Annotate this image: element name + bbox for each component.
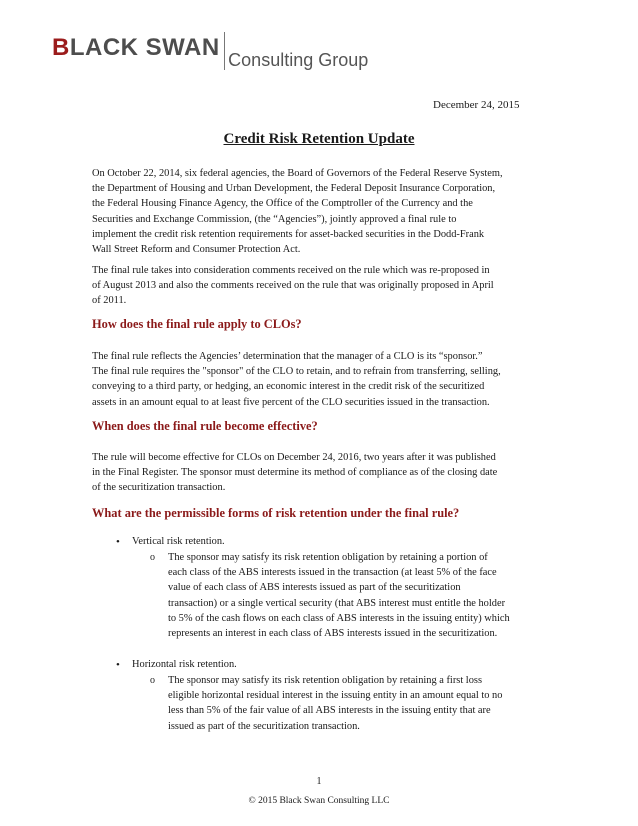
- logo-divider: [224, 32, 226, 70]
- effective-date-paragraph: [92, 450, 554, 496]
- text-line: represents an interest in each class of ABS interests issued in the securitization.: [168, 628, 498, 640]
- text-line: Securities and Exchange Commission, (the “Agencies”), jointly approved a final rule to: [92, 213, 457, 225]
- text-line: of 2011.: [92, 295, 127, 307]
- section-heading-effective-date: When does the final rule become effective?: [92, 419, 318, 433]
- text-line: the Department of Housing and Urban Development, the Federal Deposit Insurance Corporation,: [92, 183, 496, 195]
- text-line: conveying to a third party, or hedging, an economic interest in the credit risk of the securitized: [92, 381, 485, 393]
- text-line: of the securitization transaction.: [92, 482, 226, 494]
- text-line: issued as part of the securitization transaction.: [168, 720, 360, 732]
- text-line: The final rule reflects the Agencies’ determination that the manager of a CLO is its “sponsor.”: [92, 351, 483, 362]
- sub-bullet-horizontal-text: [168, 673, 528, 734]
- text-line: On October 22, 2014, six federal agencies, the Board of Governors of the Federal Reserve System,: [92, 168, 503, 179]
- text-line: each class of the ABS interests issued in the transaction (at least 5% of the face: [168, 567, 497, 579]
- text-line: eligible horizontal residual interest in the issuing entity in an amount equal to no: [168, 690, 503, 702]
- text-line: to 5% of the cash flows on each class of ABS interests in the issuing entity) which: [168, 612, 510, 624]
- sub-bullet-marker: o: [150, 552, 155, 563]
- company-logo: [52, 32, 368, 72]
- bullet-marker: •: [116, 536, 120, 548]
- bullet-label-horizontal: Horizontal risk retention.: [132, 659, 237, 670]
- text-line: the Federal Housing Finance Agency, the Office of the Comptroller of the Currency and the: [92, 198, 473, 210]
- text-line: The rule will become effective for CLOs on December 24, 2016, two years after it was published: [92, 452, 496, 463]
- sub-bullet-vertical-text: [168, 550, 528, 641]
- text-line: implement the credit risk retention requirements for asset-backed securities in the Dodd-Frank: [92, 228, 485, 240]
- text-line: in the Final Register. The sponsor must determine its method of compliance as of the closing date: [92, 467, 498, 479]
- bullet-label-vertical: Vertical risk retention.: [132, 536, 225, 547]
- text-line: less than 5% of the fair value of all ABS interests in the issuing entity that are: [168, 705, 491, 717]
- text-line: Wall Street Reform and Consumer Protection Act.: [92, 244, 301, 256]
- text-line: The sponsor may satisfy its risk retention obligation by retaining a first loss: [168, 675, 482, 686]
- text-line: of August 2013 and also the comments received on the rule that was originally proposed in April: [92, 280, 494, 292]
- text-line: The final rule requires the "sponsor" of the CLO to retain, and to refrain from transferring, selling,: [92, 366, 501, 378]
- page-number: 1: [316, 776, 322, 787]
- section-heading-permissible-forms: What are the permissible forms of risk retention under the final rule?: [92, 506, 460, 520]
- document-title: Credit Risk Retention Update: [223, 131, 415, 147]
- logo-wordmark: BLACK SWAN: [52, 34, 220, 61]
- copyright-footer: © 2015 Black Swan Consulting LLC: [248, 796, 390, 806]
- clo-application-paragraph: [92, 349, 554, 410]
- intro-paragraph: [92, 166, 554, 257]
- text-line: The final rule takes into consideration comments received on the rule which was re-proposed in: [92, 265, 490, 276]
- text-line: assets in an amount equal to at least five percent of the CLO securities issued in the transaction.: [92, 396, 490, 408]
- logo-subtitle: Consulting Group: [228, 50, 369, 70]
- text-line: value of each class of ABS interests issued as part of the securitization: [168, 582, 461, 594]
- section-heading-clo-application: How does the final rule apply to CLOs?: [92, 317, 302, 331]
- text-line: The sponsor may satisfy its risk retention obligation by retaining a portion of: [168, 552, 488, 563]
- bullet-marker: •: [116, 659, 120, 671]
- sub-bullet-marker: o: [150, 675, 155, 686]
- text-line: transaction) or a single vertical security (that ABS interest must entitle the holder: [168, 597, 506, 609]
- document-date: December 24, 2015: [433, 99, 520, 111]
- rule-history-paragraph: [92, 263, 554, 309]
